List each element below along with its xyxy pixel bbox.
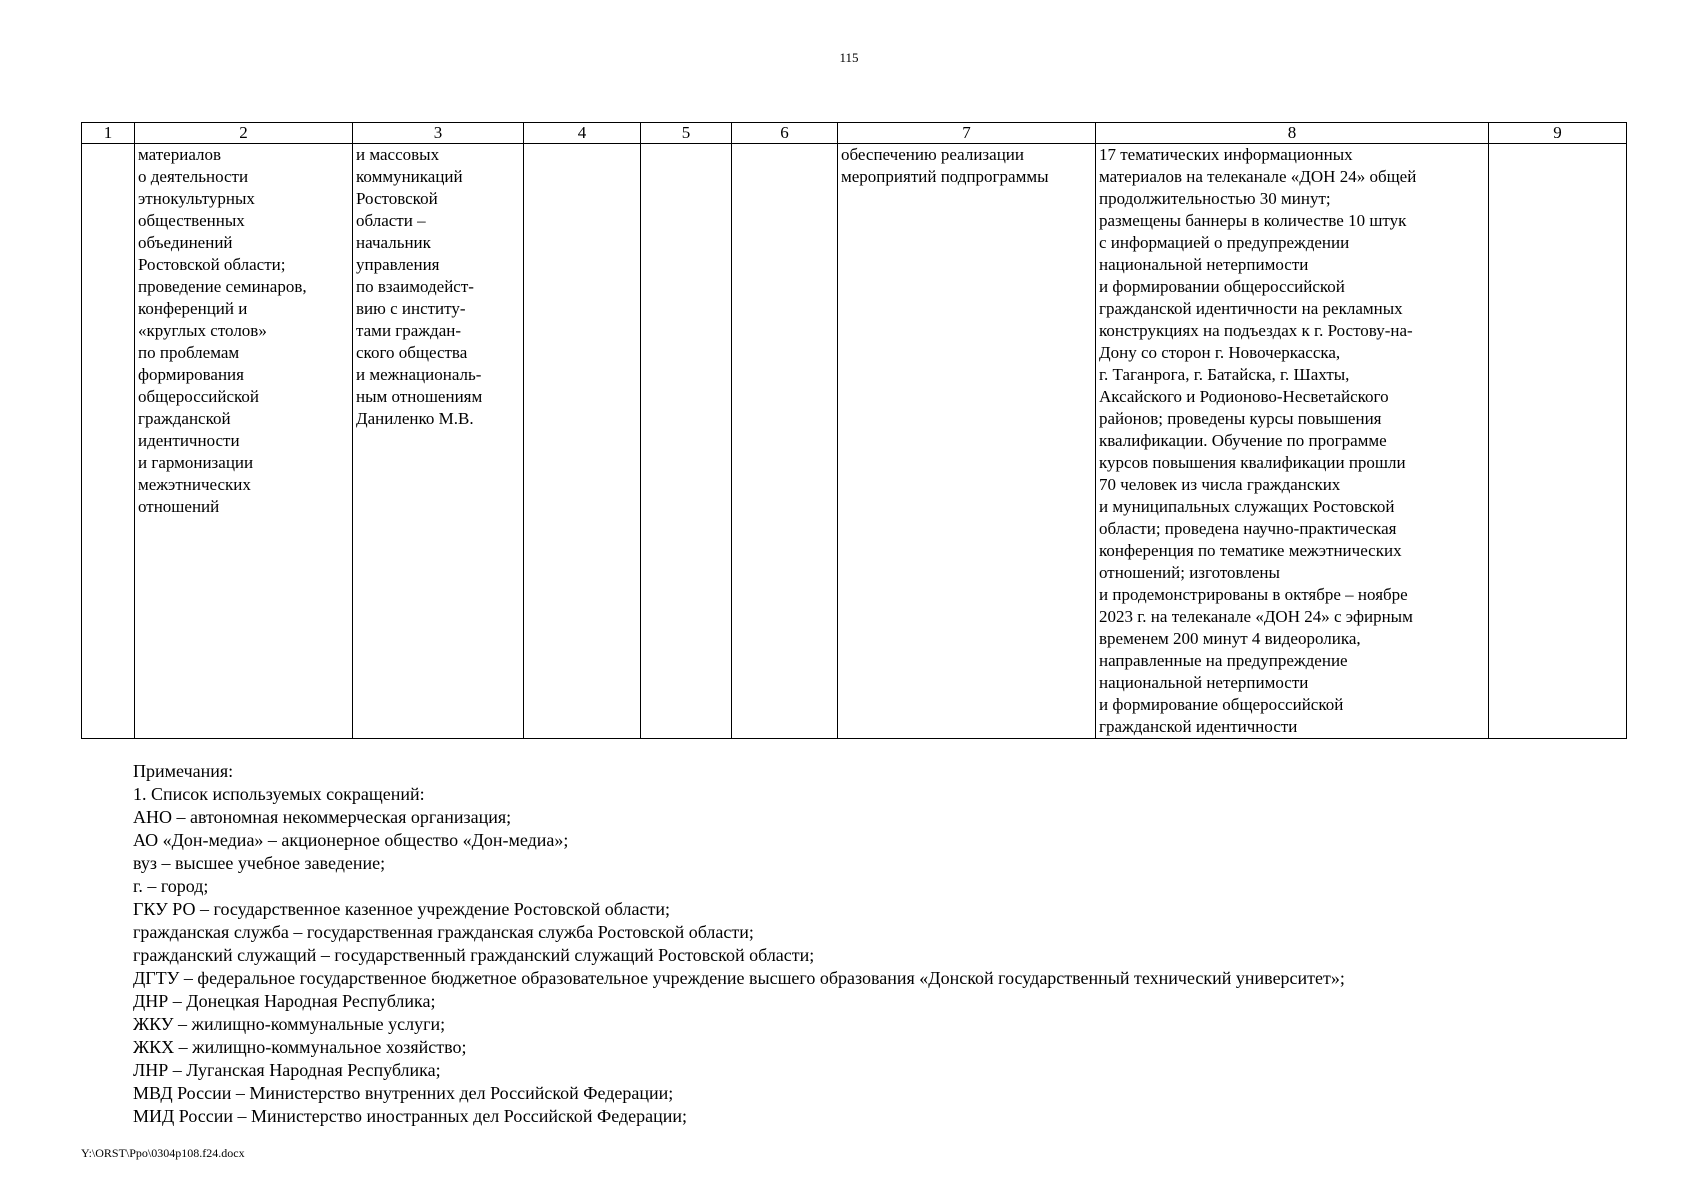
text-line: и межнациональ-	[356, 365, 482, 384]
text-line: идентичности	[138, 431, 240, 450]
text-line: 70 человек из числа гражданских	[1099, 475, 1341, 494]
text-line: материалов на телеканале «ДОН 24» общей	[1099, 167, 1417, 186]
cell-col7	[838, 144, 1096, 739]
cell-col1	[82, 144, 135, 739]
text-line: продолжительностью 30 минут;	[1099, 189, 1331, 208]
text-line: материалов	[138, 145, 222, 164]
program-table	[81, 122, 1627, 739]
page-number: 115	[839, 50, 859, 65]
cell-col8	[1096, 144, 1489, 739]
cell-col5	[641, 144, 732, 739]
text-line: ДГТУ – федеральное государственное бюджетное образовательное учреждение высшего образования «Донской государственный технический университет»;	[133, 968, 1345, 988]
column-header: 1	[82, 123, 135, 144]
column-header: 2	[135, 123, 353, 144]
text-line: проведение семинаров,	[138, 277, 307, 296]
text-line: «круглых столов»	[138, 321, 267, 340]
text-line: ДНР – Донецкая Народная Республика;	[133, 991, 436, 1011]
text-line: ГКУ РО – государственное казенное учреждение Ростовской области;	[133, 899, 670, 919]
text-line: г. Таганрога, г. Батайска, г. Шахты,	[1099, 365, 1350, 384]
text-line: 1. Список используемых сокращений:	[133, 784, 425, 804]
text-line: национальной нетерпимости	[1099, 673, 1309, 692]
text-line: ского общества	[356, 343, 468, 362]
text-line: отношений	[138, 497, 220, 516]
text-line: и гармонизации	[138, 453, 254, 472]
column-header: 9	[1489, 123, 1627, 144]
text-line: гражданский служащий – государственный гражданский служащий Ростовской области;	[133, 945, 815, 965]
text-line: Ростовской	[356, 189, 438, 208]
text-line: гражданской идентичности	[1099, 717, 1298, 736]
text-line: и массовых	[356, 145, 440, 164]
text-line: АО «Дон-медиа» – акционерное общество «Дон-медиа»;	[133, 830, 569, 850]
text-line: 17 тематических информационных	[1099, 145, 1353, 164]
column-header: 8	[1096, 123, 1489, 144]
text-line: вуз – высшее учебное заведение;	[133, 853, 386, 873]
text-line: конференций и	[138, 299, 248, 318]
table-header-row	[82, 123, 1627, 144]
text-line: ным отношениям	[356, 387, 483, 406]
text-line: области; проведена научно-практическая	[1099, 519, 1397, 538]
text-line: коммуникаций	[356, 167, 463, 186]
cell-col9	[1489, 144, 1627, 739]
text-line: Аксайского и Родионово-Несветайского	[1099, 387, 1389, 406]
text-line: Дону со сторон г. Новочеркасска,	[1099, 343, 1341, 362]
abbreviations-list	[133, 783, 1345, 1128]
text-line: гражданская служба – государственная гражданская служба Ростовской области;	[133, 922, 754, 942]
text-line: мероприятий подпрограммы	[841, 167, 1049, 186]
column-header: 6	[732, 123, 838, 144]
cell-col6	[732, 144, 838, 739]
notes-section	[133, 760, 1345, 1128]
cell-col2	[135, 144, 353, 739]
cell-col3	[353, 144, 524, 739]
notes-heading: Примечания:	[133, 761, 234, 781]
column-header: 5	[641, 123, 732, 144]
text-line: национальной нетерпимости	[1099, 255, 1309, 274]
text-line: конструкциях на подъездах к г. Ростову-на-	[1099, 321, 1413, 340]
text-line: вию с институ-	[356, 299, 466, 318]
text-line: отношений; изготовлены	[1099, 563, 1280, 582]
text-line: конференция по тематике межэтнических	[1099, 541, 1402, 560]
column-header: 4	[524, 123, 641, 144]
text-line: Даниленко М.В.	[356, 409, 474, 428]
column-header: 7	[838, 123, 1096, 144]
text-line: направленные на предупреждение	[1099, 651, 1348, 670]
text-line: Ростовской области;	[138, 255, 286, 274]
text-line: обеспечению реализации	[841, 145, 1024, 164]
text-line: области –	[356, 211, 426, 230]
text-line: районов; проведены курсы повышения	[1099, 409, 1382, 428]
text-line: и продемонстрированы в октябре – ноябре	[1099, 585, 1408, 604]
text-line: гражданской идентичности на рекламных	[1099, 299, 1403, 318]
text-line: общественных	[138, 211, 245, 230]
text-line: и муниципальных служащих Ростовской	[1099, 497, 1395, 516]
file-path: Y:\ORST\Ppo\0304p108.f24.docx	[81, 1146, 245, 1160]
text-line: по проблемам	[138, 343, 240, 362]
text-line: временем 200 минут 4 видеоролика,	[1099, 629, 1361, 648]
text-line: и формирование общероссийской	[1099, 695, 1344, 714]
column-header: 3	[353, 123, 524, 144]
text-line: курсов повышения квалификации прошли	[1099, 453, 1406, 472]
text-line: ЛНР – Луганская Народная Республика;	[133, 1060, 441, 1080]
text-line: объединений	[138, 233, 233, 252]
text-line: АНО – автономная некоммерческая организация;	[133, 807, 512, 827]
text-line: МИД России – Министерство иностранных дел Российской Федерации;	[133, 1106, 688, 1126]
text-line: о деятельности	[138, 167, 249, 186]
table-row	[82, 144, 1627, 739]
text-line: МВД России – Министерство внутренних дел Российской Федерации;	[133, 1083, 674, 1103]
cell-col4	[524, 144, 641, 739]
text-line: гражданской	[138, 409, 231, 428]
text-line: формирования	[138, 365, 244, 384]
text-line: межэтнических	[138, 475, 251, 494]
text-line: начальник	[356, 233, 431, 252]
text-line: тами граждан-	[356, 321, 462, 340]
text-line: г. – город;	[133, 876, 209, 896]
text-line: общероссийской	[138, 387, 260, 406]
text-line: управления	[356, 255, 440, 274]
text-line: квалификации. Обучение по программе	[1099, 431, 1387, 450]
text-line: размещены баннеры в количестве 10 штук	[1099, 211, 1407, 230]
text-line: с информацией о предупреждении	[1099, 233, 1350, 252]
text-line: и формировании общероссийской	[1099, 277, 1345, 296]
text-line: ЖКХ – жилищно-коммунальное хозяйство;	[133, 1037, 467, 1057]
text-line: ЖКУ – жилищно-коммунальные услуги;	[133, 1014, 446, 1034]
text-line: этнокультурных	[138, 189, 255, 208]
text-line: по взаимодейст-	[356, 277, 474, 296]
text-line: 2023 г. на телеканале «ДОН 24» с эфирным	[1099, 607, 1413, 626]
